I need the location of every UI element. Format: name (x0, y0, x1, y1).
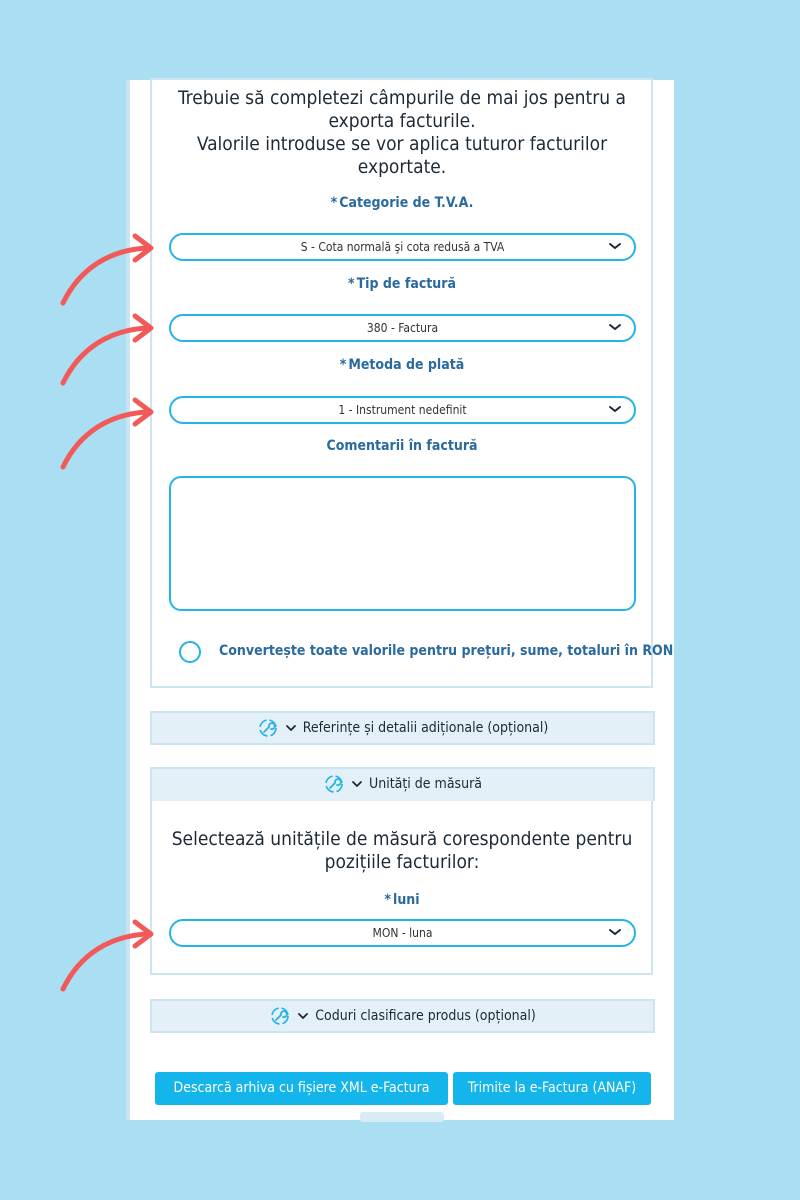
intro-line-1: Trebuie să completezi câmpurile de mai jos pentru a (178, 87, 626, 109)
required-mark: * (384, 892, 391, 908)
invoice-type-label-text: Tip de factură (356, 276, 456, 292)
invoice-type-select[interactable] (169, 314, 636, 342)
payment-method-label (170, 357, 634, 373)
vat-category-select[interactable] (169, 233, 636, 261)
curved-arrow-icon (55, 228, 165, 308)
payment-method-select[interactable] (169, 396, 636, 424)
vat-category-label (170, 195, 634, 211)
payment-method-value: 1 - Instrument nedefinit (338, 403, 467, 417)
months-unit-label (170, 892, 634, 908)
intro-line-2: exporta facturile. (328, 110, 476, 132)
comments-textarea[interactable] (169, 476, 636, 611)
wrench-gear-icon (257, 717, 279, 739)
units-intro-line-1: Selectează unitățile de măsură corespondente pentru (171, 828, 633, 850)
convert-ron-radio[interactable] (179, 641, 201, 663)
units-section-toggle[interactable] (150, 767, 655, 801)
invoice-type-label (170, 276, 634, 292)
vat-category-value: S - Cota normală şi cota redusă a TVA (300, 240, 505, 254)
invoice-type-value: 380 - Factura (366, 321, 439, 335)
chevron-down-icon (351, 778, 363, 790)
units-intro-line-2: pozițiile facturilor: (324, 851, 480, 873)
chevron-down-icon (608, 925, 622, 939)
months-unit-value: MON - luna (372, 926, 433, 940)
units-section-label: Unități de măsură (369, 776, 482, 792)
wrench-gear-icon (269, 1005, 291, 1027)
months-unit-label-text: luni (393, 892, 420, 908)
chevron-down-icon (285, 722, 297, 734)
curved-arrow-icon (55, 392, 165, 472)
convert-ron-label[interactable]: Convertește toate valorile pentru prețuri, sume, totaluri în RON (219, 643, 674, 659)
curved-arrow-icon (55, 308, 165, 388)
required-mark: * (339, 357, 347, 373)
chevron-down-icon (608, 320, 622, 334)
download-xml-archive-button[interactable]: Descarcă arhiva cu fișiere XML e-Factura (155, 1072, 448, 1105)
chevron-down-icon (297, 1010, 309, 1022)
product-codes-section-label: Coduri clasificare produs (opțional) (315, 1008, 536, 1024)
references-section-label: Referințe și detalii adiționale (opțional) (302, 720, 549, 736)
units-intro-text (170, 828, 634, 874)
months-unit-select[interactable] (169, 919, 636, 947)
payment-method-label-text: Metoda de plată (348, 357, 465, 373)
required-mark: * (348, 276, 355, 292)
partial-button[interactable] (360, 1112, 444, 1122)
wrench-gear-icon (323, 773, 345, 795)
chevron-down-icon (608, 402, 622, 416)
intro-line-4: exportate. (357, 156, 447, 178)
intro-text (170, 87, 634, 179)
send-to-efactura-button[interactable]: Trimite la e-Factura (ANAF) (453, 1072, 651, 1105)
intro-line-3: Valorile introduse se vor aplica tuturor facturilor (196, 133, 608, 155)
chevron-down-icon (608, 239, 622, 253)
references-section-toggle[interactable] (150, 711, 655, 745)
comments-label: Comentarii în factură (326, 438, 478, 454)
required-mark: * (330, 195, 338, 211)
curved-arrow-icon (55, 914, 165, 994)
product-codes-section-toggle[interactable] (150, 999, 655, 1033)
vat-category-label-text: Categorie de T.V.A. (339, 195, 474, 211)
